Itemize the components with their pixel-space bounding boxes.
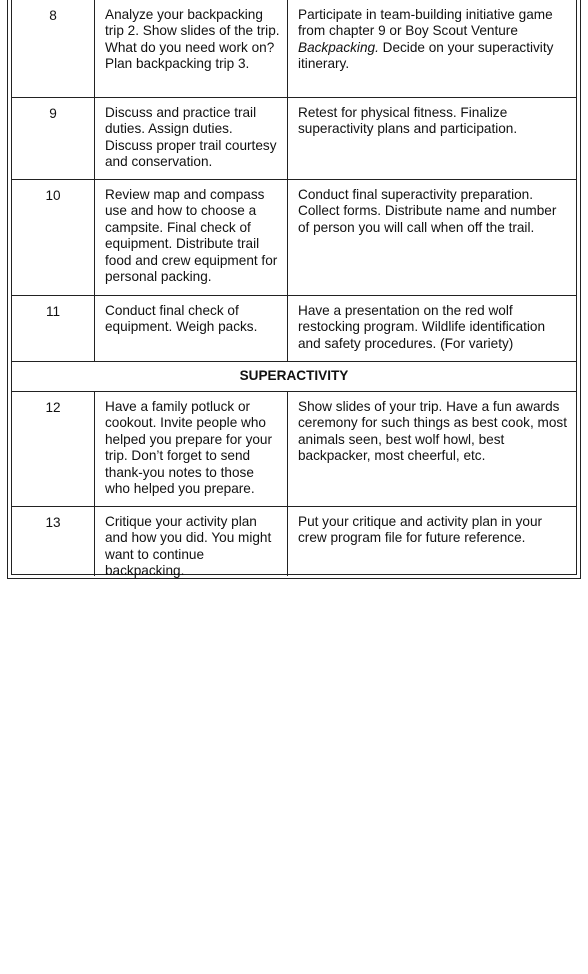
alternative-cell: Retest for physical fitness. Finalize superactivity plans and participation.: [298, 105, 518, 137]
alternative-text-start: Participate in team-building initiative game from chapter 9 or Boy Scout Venture: [298, 7, 553, 39]
alternative-cell: Have a presentation on the red wolf restocking program. Wildlife identification and safety procedures. (For variety): [298, 303, 546, 351]
meeting-number: 11: [12, 296, 95, 361]
table-row-8: [12, 0, 576, 98]
alternative-cell: Conduct final superactivity preparation. Collect forms. Distribute name and number of person you will call when off the trail.: [298, 187, 557, 235]
table-row-11: [12, 296, 576, 362]
table-row-10: [12, 180, 576, 296]
activity-cell: Have a family potluck or cookout. Invite people who helped you prepare for your trip. Don’t forget to send thank-you notes to those who helped you prepare.: [95, 392, 288, 506]
meeting-number: 12: [12, 392, 95, 506]
meeting-number: 8: [12, 0, 95, 97]
alternative-cell: Put your critique and activity plan in your crew program file for future reference.: [298, 514, 543, 546]
meeting-number: 13: [12, 507, 95, 576]
alternative-cell: Show slides of your trip. Have a fun awards ceremony for such things as best cook, most animals seen, best wolf howl, best backpacker, most cheerful, etc.: [298, 399, 567, 464]
book-title-italic: Backpacking.: [298, 39, 379, 55]
table-row-13: [12, 507, 576, 579]
program-table: [11, 0, 577, 579]
alternative-text-end: Decide on your superactivity itinerary.: [298, 39, 554, 72]
activity-cell: Critique your activity plan and how you did. You might want to continue backpacking.: [95, 507, 288, 576]
table-row-9: [12, 98, 576, 180]
activity-cell: Conduct final check of equipment. Weigh packs.: [95, 296, 288, 361]
activity-cell: Analyze your backpacking trip 2. Show slides of the trip. What do you need work on? Plan backpacking trip 3.: [95, 0, 288, 97]
alternative-cell: [288, 0, 576, 97]
meeting-number: 9: [12, 98, 95, 179]
activity-cell: Discuss and practice trail duties. Assign duties. Discuss proper trail courtesy and conservation.: [95, 98, 288, 179]
section-header-superactivity: SUPERACTIVITY: [12, 362, 576, 392]
activity-cell: Review map and compass use and how to choose a campsite. Final check of equipment. Distribute trail food and crew equipment for personal packing.: [95, 180, 288, 295]
table-row-12: [12, 392, 576, 507]
meeting-number: 10: [12, 180, 95, 295]
program-table-outer-frame: [7, 0, 581, 579]
